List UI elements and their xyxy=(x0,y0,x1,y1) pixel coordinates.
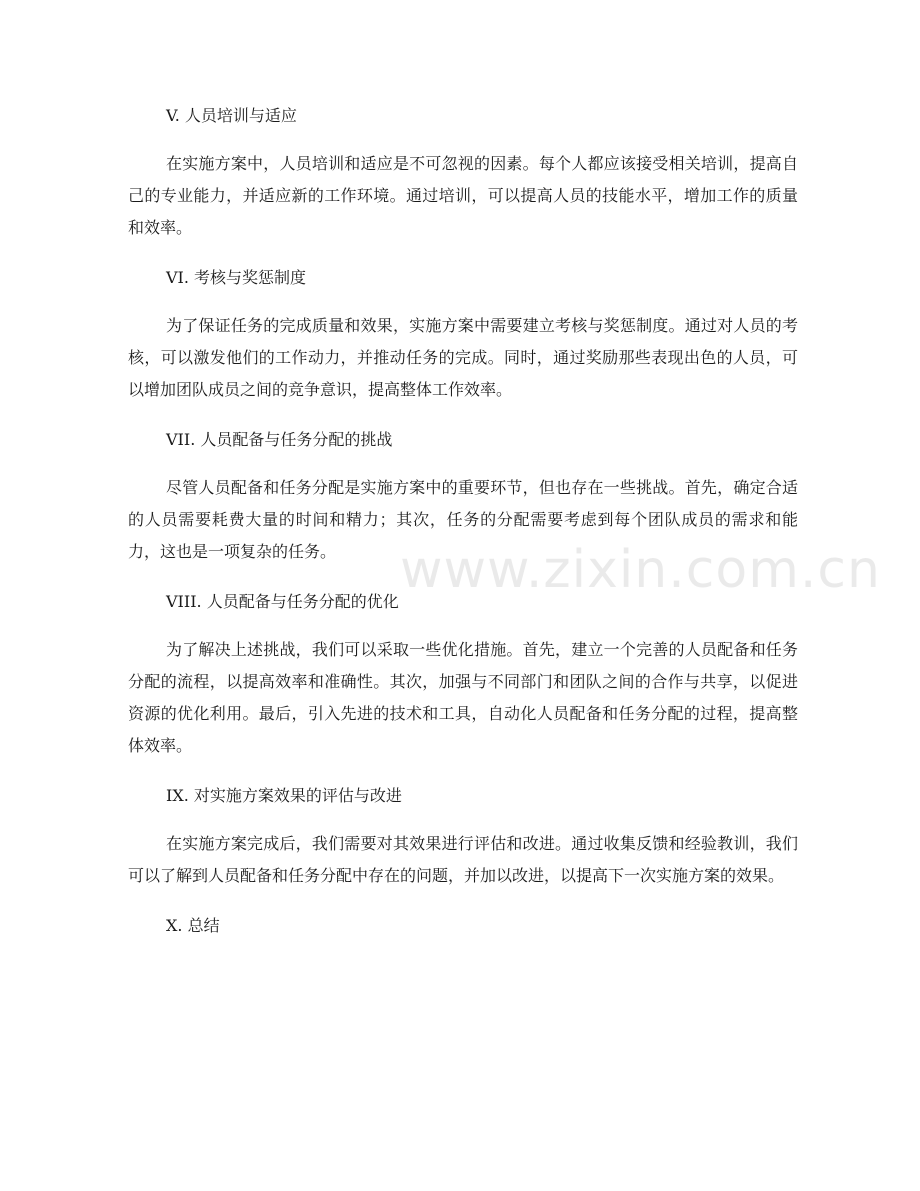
section-body-ix: 在实施方案完成后，我们需要对其效果进行评估和改进。通过收集反馈和经验教训，我们可以了解到人员配备和任务分配中存在的问题，并加以改进，以提高下一次实施方案的效果。 xyxy=(128,834,798,885)
section-body-v: 在实施方案中，人员培训和适应是不可忽视的因素。每个人都应该接受相关培训，提高自己的专业能力，并适应新的工作环境。通过培训，可以提高人员的技能水平，增加工作的质量和效率。 xyxy=(128,154,798,237)
section-heading-vi: VI. 考核与奖惩制度 xyxy=(166,268,307,287)
section-heading-viii: VIII. 人员配备与任务分配的优化 xyxy=(166,592,399,611)
section-body-vi: 为了保证任务的完成质量和效果，实施方案中需要建立考核与奖惩制度。通过对人员的考核，可以激发他们的工作动力，并推动任务的完成。同时，通过奖励那些表现出色的人员，可以增加团队成员之间的竞争意识，提高整体工作效率。 xyxy=(128,316,798,399)
section-body-vii: 尽管人员配备和任务分配是实施方案中的重要环节，但也存在一些挑战。首先，确定合适的人员需要耗费大量的时间和精力；其次，任务的分配需要考虑到每个团队成员的需求和能力，这也是一项复杂的任务。 xyxy=(128,478,798,561)
section-heading-v: V. 人员培训与适应 xyxy=(166,106,297,125)
section-heading-vii: VII. 人员配备与任务分配的挑战 xyxy=(166,430,393,449)
section-body-viii: 为了解决上述挑战，我们可以采取一些优化措施。首先，建立一个完善的人员配备和任务分配的流程，以提高效率和准确性。其次，加强与不同部门和团队之间的合作与共享，以促进资源的优化利用。最后，引入先进的技术和工具，自动化人员配备和任务分配的过程，提高整体效率。 xyxy=(128,640,798,755)
section-heading-ix: IX. 对实施方案效果的评估与改进 xyxy=(166,786,402,805)
section-heading-x: X. 总结 xyxy=(166,916,220,935)
watermark-text: www.zixin.com.cn xyxy=(400,540,881,600)
document-content xyxy=(128,102,798,958)
